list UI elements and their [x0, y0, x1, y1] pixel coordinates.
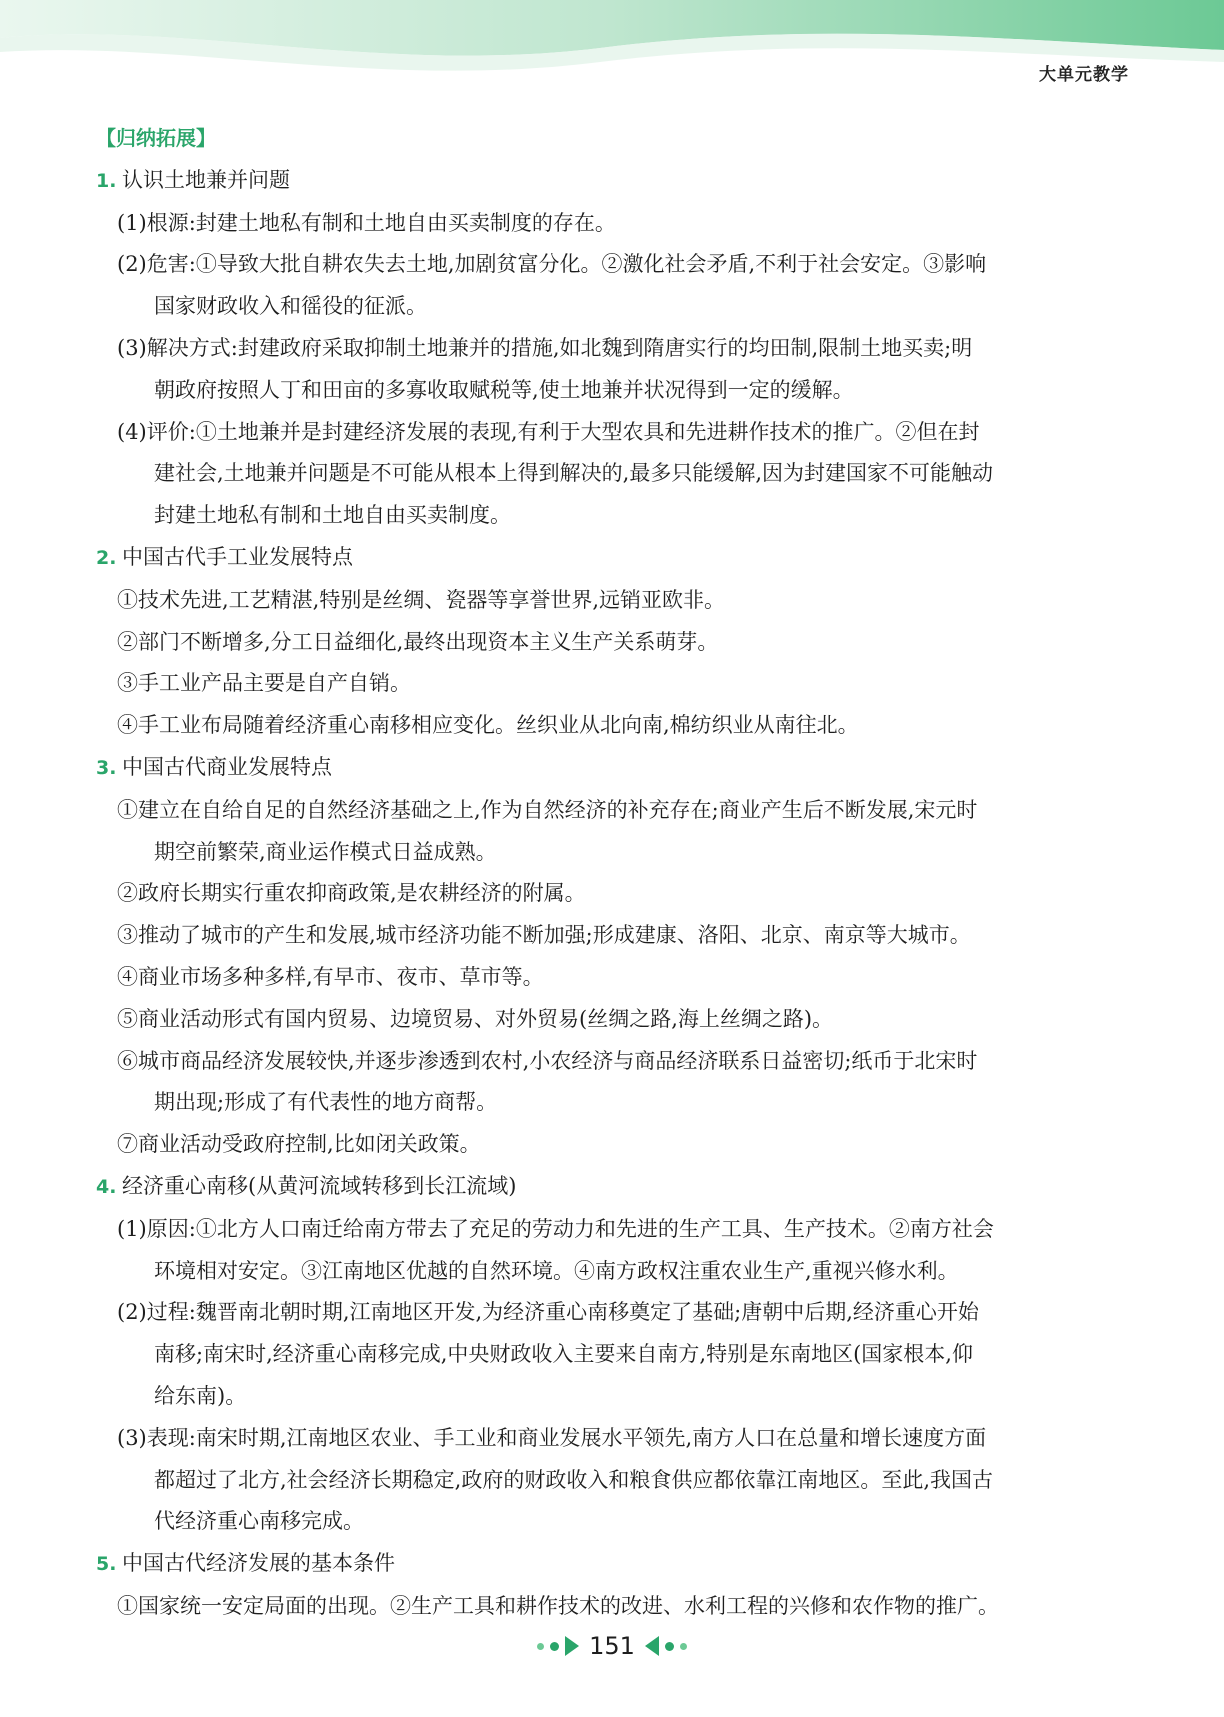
- section-title: 中国古代经济发展的基本条件: [122, 1551, 395, 1576]
- list-item-text: (3)解决方式:封建政府采取抑制土地兼并的措施,如北魏到隋唐实行的均田制,限制土地买卖;明: [117, 335, 973, 360]
- list-item-continuation: 建社会,土地兼并问题是不可能从根本上得到解决的,最多只能缓解,因为封建国家不可能触动: [154, 461, 994, 486]
- list-item-text: ④手工业布局随着经济重心南移相应变化。丝织业从北向南,棉纺织业从南往北。: [117, 713, 859, 738]
- list-item: [96, 622, 1136, 664]
- section-heading: [96, 1166, 1136, 1209]
- list-item-text: ③推动了城市的产生和发展,城市经济功能不断加强;形成建康、洛阳、北京、南京等大城市。: [117, 923, 971, 948]
- list-item-text: (1)根源:封建土地私有制和土地自由买卖制度的存在。: [117, 210, 616, 235]
- list-item-continuation: 国家财政收入和徭役的征派。: [154, 294, 427, 319]
- page-footer: [0, 1632, 1224, 1660]
- page-number: 151: [589, 1632, 635, 1660]
- list-item-continuation: 期空前繁荣,商业运作模式日益成熟。: [154, 839, 497, 864]
- section-title: 经济重心南移(从黄河流域转移到长江流域): [122, 1173, 517, 1198]
- list-item-text: ①技术先进,工艺精湛,特别是丝绸、瓷器等享誉世界,远销亚欧非。: [117, 587, 726, 612]
- list-item: [96, 244, 1136, 328]
- list-item-text: (3)表现:南宋时期,江南地区农业、手工业和商业发展水平领先,南方人口在总量和增长速度方面: [117, 1425, 987, 1450]
- list-item: [96, 915, 1136, 957]
- section-title: 中国古代手工业发展特点: [122, 544, 353, 569]
- list-item: [96, 873, 1136, 915]
- list-item: [96, 1418, 1136, 1543]
- list-item-text: ⑥城市商品经济发展较快,并逐步渗透到农村,小农经济与商品经济联系日益密切;纸币于北宋时: [117, 1048, 978, 1073]
- list-item: [96, 705, 1136, 747]
- arrow-right-icon: [565, 1636, 579, 1656]
- list-item-text: (2)过程:魏晋南北朝时期,江南地区开发,为经济重心南移奠定了基础;唐朝中后期,经济重心开始: [117, 1300, 979, 1325]
- list-item-text: (4)评价:①土地兼并是封建经济发展的表现,有利于大型农具和先进耕作技术的推广。②但在封: [117, 419, 980, 444]
- list-item-text: (2)危害:①导致大批自耕农失去土地,加剧贫富分化。②激化社会矛盾,不利于社会安定。③影响: [117, 252, 987, 277]
- section-title: 认识土地兼并问题: [122, 167, 290, 192]
- list-item: [96, 412, 1136, 537]
- section-heading: [96, 160, 1136, 203]
- list-item: [96, 1209, 1136, 1293]
- list-item-text: ①建立在自给自足的自然经济基础之上,作为自然经济的补充存在;商业产生后不断发展,宋元时: [117, 797, 978, 822]
- list-item-continuation: 都超过了北方,社会经济长期稳定,政府的财政收入和粮食供应都依靠江南地区。至此,我国古: [154, 1467, 994, 1492]
- list-item: [96, 203, 1136, 245]
- section-heading: [96, 747, 1136, 790]
- list-item-continuation: 代经济重心南移完成。: [154, 1509, 364, 1534]
- list-item-text: ①国家统一安定局面的出现。②生产工具和耕作技术的改进、水利工程的兴修和农作物的推广。: [117, 1593, 999, 1618]
- list-item: [96, 1292, 1136, 1417]
- list-item-text: ②部门不断增多,分工日益细化,最终出现资本主义生产关系萌芽。: [117, 629, 719, 654]
- section-heading: [96, 1543, 1136, 1586]
- list-item: [96, 328, 1136, 412]
- list-item-text: ⑤商业活动形式有国内贸易、边境贸易、对外贸易(丝绸之路,海上丝绸之路)。: [117, 1006, 834, 1031]
- list-item: [96, 1586, 1136, 1628]
- list-item: [96, 1124, 1136, 1166]
- list-item-continuation: 朝政府按照人丁和田亩的多寡收取赋税等,使土地兼并状况得到一定的缓解。: [154, 377, 854, 402]
- list-item-text: ⑦商业活动受政府控制,比如闭关政策。: [117, 1132, 481, 1157]
- list-item-text: ③手工业产品主要是自产自销。: [117, 671, 411, 696]
- section-title: 中国古代商业发展特点: [122, 754, 332, 779]
- list-item: [96, 663, 1136, 705]
- section-number: 2.: [96, 546, 117, 569]
- list-item: [96, 957, 1136, 999]
- dot-icon: [680, 1643, 687, 1650]
- section-number: 3.: [96, 756, 117, 779]
- list-item-text: ④商业市场多种多样,有早市、夜市、草市等。: [117, 964, 544, 989]
- section-heading: [96, 537, 1136, 580]
- list-item-continuation: 南移;南宋时,经济重心南移完成,中央财政收入主要来自南方,特别是东南地区(国家根本,仰: [154, 1342, 973, 1367]
- list-item-continuation: 封建土地私有制和土地自由买卖制度。: [154, 503, 511, 528]
- dot-icon: [537, 1643, 544, 1650]
- header-label: 大单元教学: [1039, 65, 1129, 85]
- list-item: [96, 999, 1136, 1041]
- main-content: [96, 118, 1136, 1628]
- section-tag: 【归纳拓展】: [96, 126, 216, 150]
- list-item-continuation: 期出现;形成了有代表性的地方商帮。: [154, 1090, 498, 1115]
- list-item: [96, 1041, 1136, 1125]
- list-item: [96, 580, 1136, 622]
- list-item-continuation: 给东南)。: [154, 1383, 247, 1408]
- arrow-left-icon: [645, 1636, 659, 1656]
- section-number: 4.: [96, 1175, 117, 1198]
- list-item: [96, 790, 1136, 874]
- section-number: 1.: [96, 169, 117, 192]
- list-item-text: ②政府长期实行重农抑商政策,是农耕经济的附属。: [117, 881, 586, 906]
- list-item-text: (1)原因:①北方人口南迁给南方带去了充足的劳动力和先进的生产工具、生产技术。②南方社会: [117, 1216, 994, 1241]
- dot-icon: [665, 1642, 674, 1651]
- dot-icon: [550, 1642, 559, 1651]
- section-number: 5.: [96, 1553, 117, 1576]
- list-item-continuation: 环境相对安定。③江南地区优越的自然环境。④南方政权注重农业生产,重视兴修水利。: [154, 1258, 959, 1283]
- header-wave-banner: [0, 0, 1224, 115]
